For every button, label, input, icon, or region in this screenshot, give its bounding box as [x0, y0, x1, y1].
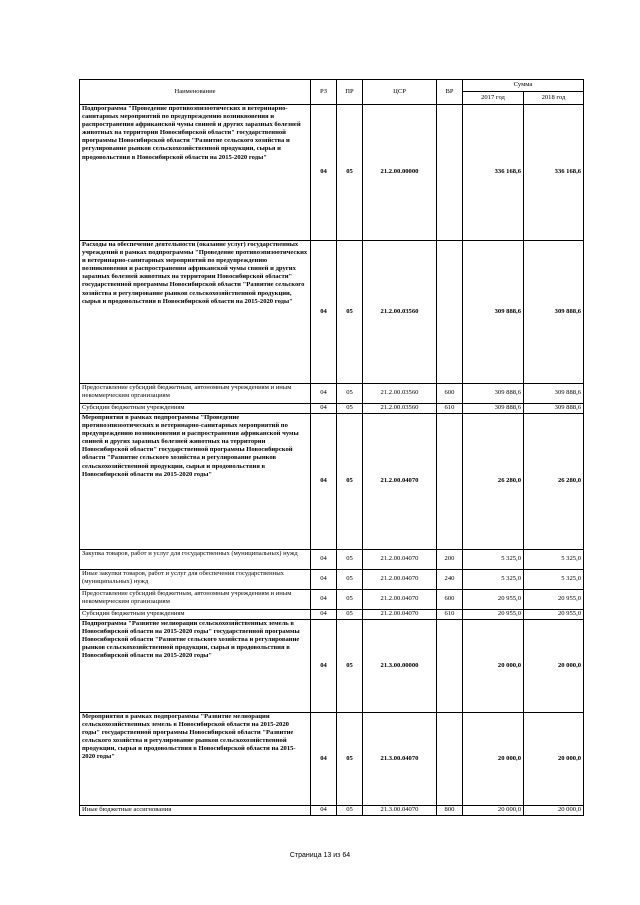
row-rz: 04: [311, 806, 337, 816]
row-sum-2018: 20 000,0: [524, 713, 584, 806]
row-rz: 04: [311, 414, 337, 550]
row-sum-2017: 26 280,0: [463, 414, 524, 550]
row-rz: 04: [311, 384, 337, 404]
header-rz: РЗ: [311, 80, 337, 105]
row-csr: 21.2.00.04070: [363, 570, 437, 590]
row-sum-2017: 336 168,6: [463, 105, 524, 241]
row-rz: 04: [311, 620, 337, 713]
row-name: Мероприятия в рамках подпрограммы "Развитие мелиорации сельскохозяйственных земель в Новосибирской области на 2015-2020 годы" государственной программы Новосибирской области "Развитие сельского хозяйства и регулирование рынков сельскохозяйственной продукции, сырья и продовольствия в Новосибирской области на 2015-2020 годы": [80, 713, 311, 806]
row-pr: 05: [337, 570, 363, 590]
row-rz: 04: [311, 550, 337, 570]
row-pr: 05: [337, 414, 363, 550]
row-sum-2017: 5 325,0: [463, 570, 524, 590]
row-pr: 05: [337, 404, 363, 414]
header-pr: ПР: [337, 80, 363, 105]
table-row: [80, 241, 584, 384]
row-rz: 04: [311, 241, 337, 384]
row-csr: 21.3.00.04070: [363, 713, 437, 806]
row-rz: 04: [311, 570, 337, 590]
row-sum-2017: 20 000,0: [463, 620, 524, 713]
row-name: Закупка товаров, работ и услуг для государственных (муниципальных) нужд: [80, 550, 311, 570]
row-csr: 21.2.00.03560: [363, 241, 437, 384]
row-vr: [437, 105, 463, 241]
header-vr: ВР: [437, 80, 463, 105]
row-sum-2017: 20 000,0: [463, 713, 524, 806]
table-row: [80, 414, 584, 550]
row-pr: 05: [337, 550, 363, 570]
row-csr: 21.2.00.04070: [363, 550, 437, 570]
row-sum-2018: 20 000,0: [524, 620, 584, 713]
row-vr: 200: [437, 550, 463, 570]
row-csr: 21.2.00.04070: [363, 590, 437, 610]
row-csr: 21.3.00.00000: [363, 620, 437, 713]
row-vr: [437, 620, 463, 713]
row-name: Расходы на обеспечение деятельности (оказание услуг) государственных учреждений в рамках подпрограммы "Проведение противоэпизоотических и ветеринарно-санитарных мероприятий по предупреждению возникновения и распространения африканской чумы свиней и других заразных болезней животных на территории Новосибирской области" государственной программы Новосибирской области "Развитие сельского хозяйства и регулирование рынков сельскохозяйственной продукции, сырья и продовольствия в Новосибирской области на 2015-2020 годы": [80, 241, 311, 384]
row-csr: 21.2.00.04070: [363, 610, 437, 620]
table-row: [80, 384, 584, 404]
row-csr: 21.3.00.04070: [363, 806, 437, 816]
row-name: Мероприятия в рамках подпрограммы "Проведение противоэпизоотических и ветеринарно-санитарных мероприятий по предупреждению возникновения и распространения африканской чумы свиней и других заразных болезней животных на территории Новосибирской области" государственной программы Новосибирской области "Развитие сельского хозяйства и регулирование рынков сельскохозяйственной продукции, сырья и продовольствия в Новосибирской области на 2015-2020 годы": [80, 414, 311, 550]
row-sum-2018: 20 955,0: [524, 590, 584, 610]
header-csr: ЦСР: [363, 80, 437, 105]
table-row: [80, 105, 584, 241]
table-row: [80, 570, 584, 590]
row-sum-2017: 5 325,0: [463, 550, 524, 570]
header-name: Наименование: [80, 80, 311, 105]
row-pr: 05: [337, 610, 363, 620]
row-sum-2017: 20 955,0: [463, 590, 524, 610]
table-body: [80, 105, 584, 816]
row-sum-2017: 309 888,6: [463, 384, 524, 404]
row-rz: 04: [311, 610, 337, 620]
table-row: [80, 806, 584, 816]
table-row: [80, 590, 584, 610]
row-vr: 610: [437, 610, 463, 620]
row-vr: [437, 414, 463, 550]
header-year-2017: 2017 год: [463, 92, 524, 105]
row-csr: 21.2.00.03560: [363, 404, 437, 414]
row-csr: 21.2.00.03560: [363, 384, 437, 404]
row-pr: 05: [337, 620, 363, 713]
row-sum-2017: 20 955,0: [463, 610, 524, 620]
row-vr: [437, 713, 463, 806]
row-sum-2018: 20 000,0: [524, 806, 584, 816]
row-vr: 800: [437, 806, 463, 816]
row-pr: 05: [337, 384, 363, 404]
row-pr: 05: [337, 713, 363, 806]
row-sum-2018: 309 888,6: [524, 404, 584, 414]
row-pr: 05: [337, 590, 363, 610]
row-sum-2018: 5 325,0: [524, 550, 584, 570]
row-rz: 04: [311, 404, 337, 414]
row-rz: 04: [311, 105, 337, 241]
row-vr: 600: [437, 590, 463, 610]
row-rz: 04: [311, 590, 337, 610]
row-sum-2017: 309 888,6: [463, 241, 524, 384]
row-name: Иные закупки товаров, работ и услуг для обеспечения государственных (муниципальных) нужд: [80, 570, 311, 590]
row-sum-2018: 26 280,0: [524, 414, 584, 550]
row-name: Подпрограмма "Проведение противоэпизоотических и ветеринарно-санитарных мероприятий по предупреждению возникновения и распространения африканской чумы свиней и других заразных болезней животных на территории Новосибирской области" государственной программы Новосибирской области "Развитие сельского хозяйства и регулирование рынков сельскохозяйственной продукции, сырья и продовольствия в Новосибирской области на 2015-2020 годы": [80, 105, 311, 241]
row-vr: 610: [437, 404, 463, 414]
table-row: [80, 550, 584, 570]
row-sum-2018: 309 888,6: [524, 241, 584, 384]
header-year-2018: 2018 год: [524, 92, 584, 105]
row-name: Предоставление субсидий бюджетным, автономным учреждениям и иным некоммерческим организациям: [80, 590, 311, 610]
table-row: [80, 620, 584, 713]
row-vr: 240: [437, 570, 463, 590]
row-sum-2018: 309 888,6: [524, 384, 584, 404]
row-pr: 05: [337, 105, 363, 241]
row-vr: [437, 241, 463, 384]
row-sum-2017: 20 000,0: [463, 806, 524, 816]
table-row: [80, 404, 584, 414]
row-sum-2018: 5 325,0: [524, 570, 584, 590]
row-vr: 600: [437, 384, 463, 404]
row-name: Субсидии бюджетным учреждениям: [80, 610, 311, 620]
row-csr: 21.2.00.00000: [363, 105, 437, 241]
budget-table: [79, 79, 584, 816]
row-sum-2018: 20 955,0: [524, 610, 584, 620]
row-name: Субсидии бюджетным учреждениям: [80, 404, 311, 414]
row-name: Иные бюджетные ассигнования: [80, 806, 311, 816]
row-name: Предоставление субсидий бюджетным, автономным учреждениям и иным некоммерческим организациям: [80, 384, 311, 404]
table-row: [80, 610, 584, 620]
row-rz: 04: [311, 713, 337, 806]
header-sum: Сумма: [463, 80, 584, 92]
row-pr: 05: [337, 806, 363, 816]
row-sum-2017: 309 888,6: [463, 404, 524, 414]
row-sum-2018: 336 168,6: [524, 105, 584, 241]
page-footer: Страница 13 из 64: [289, 852, 351, 859]
row-pr: 05: [337, 241, 363, 384]
table-row: [80, 713, 584, 806]
row-csr: 21.2.00.04070: [363, 414, 437, 550]
row-name: Подпрограмма "Развитие мелиорации сельскохозяйственных земель в Новосибирской области на 2015-2020 годы" государственной программы Новосибирской области "Развитие сельского хозяйства и регулирование рынков сельскохозяйственной продукции, сырья и продовольствия в Новосибирской области на 2015-2020 годы": [80, 620, 311, 713]
